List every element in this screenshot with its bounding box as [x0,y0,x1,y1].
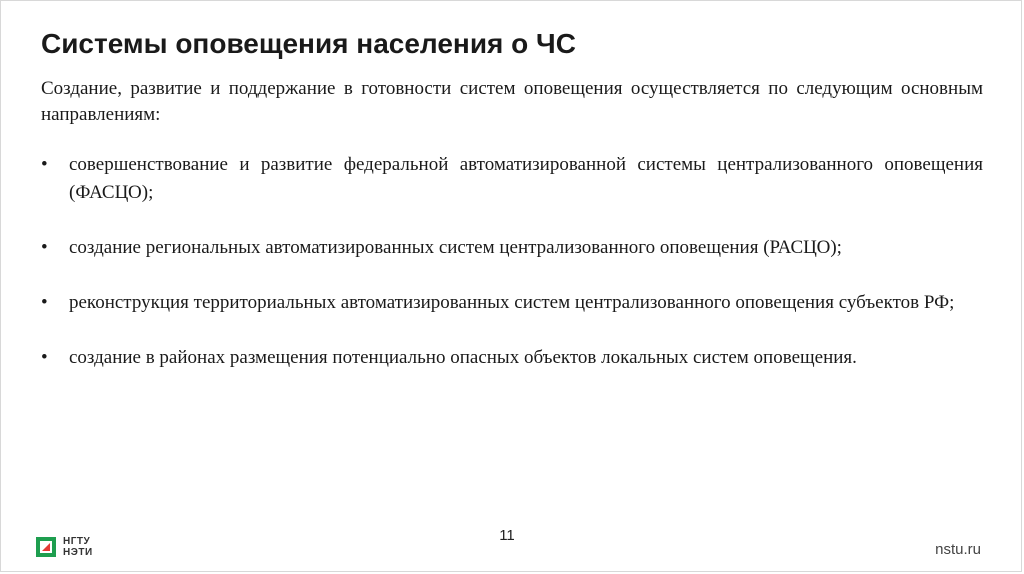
logo-line-1: НГТУ [63,536,91,547]
logo-line-2: НЭТИ [63,547,93,558]
bullet-text: создание региональных автоматизированных систем централизованного оповещения (РАСЦО); [69,237,842,258]
bullet-item [41,151,983,207]
intro-paragraph: Создание, развитие и поддержание в готовности систем оповещения осуществляется по следующим основным направлениям: [41,78,983,125]
bullet-item [41,344,983,372]
site-url: nstu.ru [935,541,981,558]
bullet-item [41,289,983,317]
nstu-logo [36,534,93,560]
bullet-item [41,234,983,262]
bullet-list [41,151,983,399]
bullet-icon: • [41,154,48,175]
bullet-text: создание в районах размещения потенциально опасных объектов локальных систем оповещения. [69,347,857,368]
bullet-icon: • [41,292,48,313]
bullet-text: реконструкция территориальных автоматизированных систем централизованного оповещения субъектов РФ; [69,292,955,313]
slide-title: Системы оповещения населения о ЧС [41,28,576,59]
logo-text [63,536,93,558]
bullet-text: совершенствование и развитие федеральной автоматизированной системы централизованного оповещения (ФАСЦО); [69,154,983,203]
bullet-icon: • [41,347,48,368]
page-number: 11 [499,527,515,544]
bullet-icon: • [41,237,48,258]
nstu-logo-icon [36,537,56,557]
